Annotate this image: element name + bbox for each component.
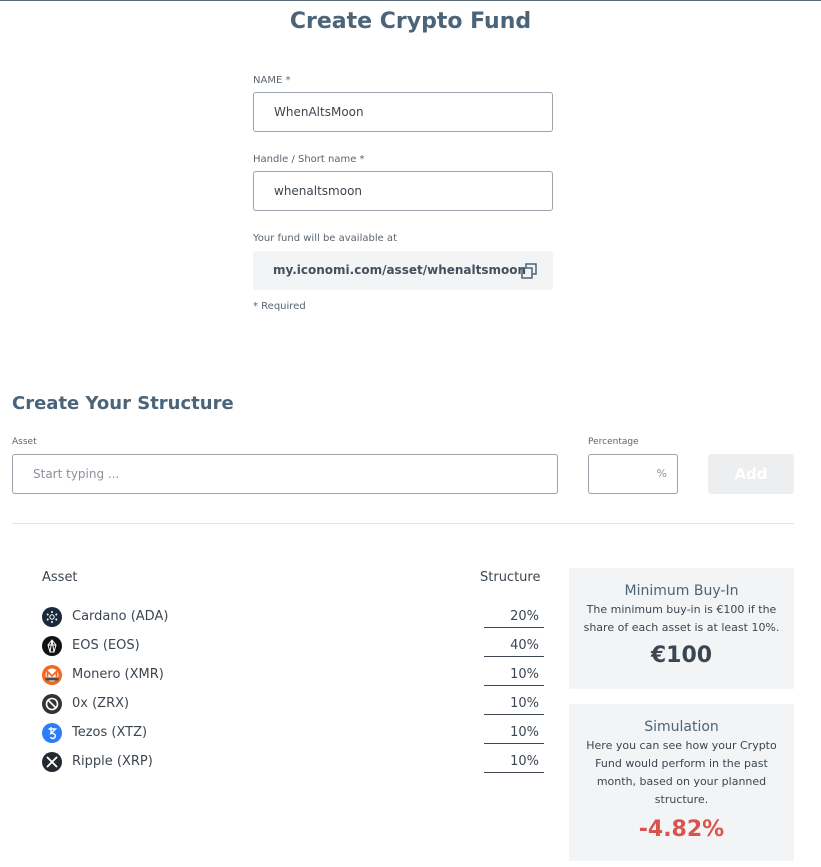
url-label: Your fund will be available at <box>253 233 397 244</box>
handle-label: Handle / Short name * <box>253 154 365 165</box>
asset-percentage[interactable]: 20% <box>484 606 544 628</box>
simulation-value: -4.82% <box>638 817 725 842</box>
structure-title: Create Your Structure <box>12 393 234 414</box>
table-row <box>42 665 544 694</box>
simulation-title: Simulation <box>644 719 719 735</box>
eos-icon <box>42 636 62 656</box>
asset-name: Cardano (ADA) <box>72 609 169 624</box>
min-buyin-card <box>569 568 794 689</box>
required-note: * Required <box>253 301 306 312</box>
asset-name: EOS (EOS) <box>72 638 140 653</box>
table-row <box>42 607 544 636</box>
cardano-icon <box>42 607 62 627</box>
min-buyin-title: Minimum Buy-In <box>624 583 739 599</box>
percent-sign: % <box>656 467 667 480</box>
structure-column-header: Structure <box>480 570 541 585</box>
simulation-card <box>569 704 794 861</box>
top-border <box>0 0 821 1</box>
handle-input[interactable]: whenaltsmoon <box>253 171 553 211</box>
monero-icon <box>42 665 62 685</box>
page-title: Create Crypto Fund <box>289 9 532 34</box>
add-button[interactable]: Add <box>708 454 794 494</box>
divider <box>12 523 794 524</box>
tezos-icon <box>42 723 62 743</box>
name-input[interactable]: WhenAltsMoon <box>253 92 553 132</box>
asset-label: Asset <box>12 437 37 447</box>
asset-percentage[interactable]: 10% <box>484 751 544 773</box>
asset-column-header: Asset <box>42 570 78 585</box>
percentage-input[interactable] <box>588 454 678 494</box>
asset-name: Monero (XMR) <box>72 667 164 682</box>
asset-search-input[interactable]: Start typing ... <box>12 454 558 494</box>
asset-percentage[interactable]: 10% <box>484 664 544 686</box>
asset-percentage[interactable]: 40% <box>484 635 544 657</box>
asset-percentage[interactable]: 10% <box>484 722 544 744</box>
table-row <box>42 723 544 752</box>
table-row <box>42 752 544 781</box>
table-row <box>42 694 544 723</box>
simulation-text: Here you can see how your Crypto Fund would perform in the past month, based on your planned structure. <box>586 739 777 806</box>
asset-name: Ripple (XRP) <box>72 754 153 769</box>
table-row <box>42 636 544 665</box>
fund-url-box <box>253 251 553 290</box>
fund-url: my.iconomi.com/asset/whenaltsmoon <box>273 263 527 277</box>
copy-icon[interactable] <box>521 263 537 279</box>
percentage-label: Percentage <box>588 437 639 447</box>
ripple-icon <box>42 752 62 772</box>
asset-name: Tezos (XTZ) <box>72 725 148 740</box>
name-label: NAME * <box>253 75 291 86</box>
zrx-icon <box>42 694 62 714</box>
min-buyin-text: The minimum buy-in is €100 if the share of each asset is at least 10%. <box>583 603 780 634</box>
asset-name: 0x (ZRX) <box>72 696 130 711</box>
min-buyin-value: €100 <box>650 643 713 668</box>
asset-percentage[interactable]: 10% <box>484 693 544 715</box>
